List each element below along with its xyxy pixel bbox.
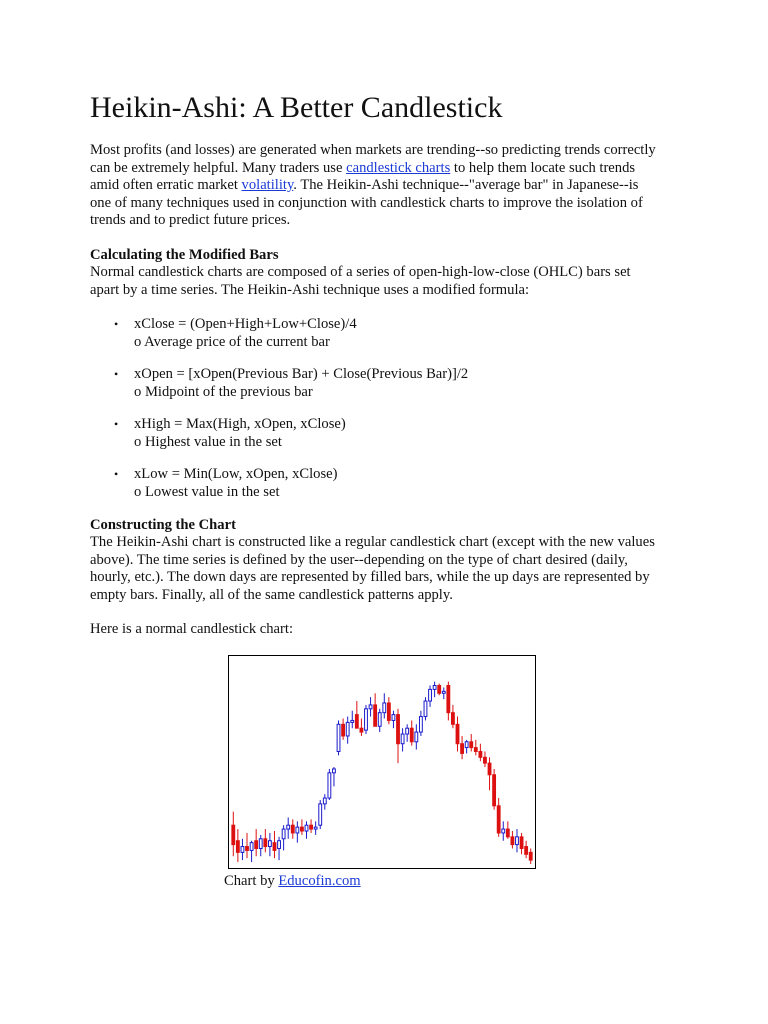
candle-up <box>296 827 299 833</box>
candle-down <box>484 757 487 763</box>
candle-up <box>287 825 290 829</box>
formula-text: xOpen = [xOpen(Previous Bar) + Close(Previous Bar)]/2 <box>134 366 469 382</box>
candle-down <box>236 841 239 853</box>
candle-down <box>310 825 313 829</box>
candle-down <box>525 847 528 855</box>
candle-up <box>346 722 349 736</box>
candle-up <box>401 734 404 744</box>
candle-down <box>273 843 276 851</box>
candle-up <box>314 827 317 829</box>
candle-down <box>479 751 482 757</box>
candle-down <box>232 825 235 844</box>
candle-down <box>355 715 358 729</box>
intro-paragraph <box>90 142 690 230</box>
candle-up <box>305 825 308 831</box>
intro-text: can be extremely helpful. Many traders use <box>90 159 347 176</box>
candle-up <box>378 713 381 727</box>
candle-down <box>387 703 390 720</box>
formula-note: o Midpoint of the previous bar <box>134 383 313 400</box>
candle-up <box>250 843 253 851</box>
candle-up <box>365 709 368 730</box>
candle-down <box>456 724 459 743</box>
intro-text: to help them locate such trends <box>450 159 636 176</box>
intro-line-1: Most profits (and losses) are generated when markets are trending--so predicting trends correctly <box>90 142 656 158</box>
candle-up <box>433 686 436 690</box>
candle-down <box>470 742 473 748</box>
candle-up <box>351 720 354 722</box>
candle-up <box>442 691 445 693</box>
candle-up <box>278 841 281 849</box>
candlestick-chart <box>228 655 536 869</box>
candlestick-charts-link[interactable]: candlestick charts <box>346 159 451 176</box>
candle-down <box>438 686 441 694</box>
candle-up <box>465 742 468 748</box>
candle-down <box>301 827 304 831</box>
candle-up <box>392 715 395 721</box>
candle-down <box>291 825 294 833</box>
candle-up <box>268 841 271 847</box>
candle-down <box>374 705 377 726</box>
formula-text: xHigh = Max(High, xOpen, xClose) <box>134 416 346 432</box>
section2-line-4: empty bars. Finally, all of the same candlestick patterns apply. <box>90 586 453 603</box>
section-heading-modified-bars: Calculating the Modified Bars <box>90 247 279 263</box>
section1-line-1: Normal candlestick charts are composed of a series of open-high-low-close (OHLC) bars set <box>90 264 631 280</box>
formula-note: o Average price of the current bar <box>134 333 330 350</box>
candle-down <box>520 837 523 849</box>
educofin-link[interactable]: Educofin.com <box>278 873 361 889</box>
candle-up <box>319 804 322 825</box>
candlestick-chart-svg <box>229 656 535 868</box>
candle-down <box>474 748 477 752</box>
section2-line-3: hourly, etc.). The down days are represented by filled bars, while the up days are represented by <box>90 569 650 585</box>
volatility-link[interactable]: volatility <box>241 177 294 193</box>
section1-paragraph <box>90 264 690 299</box>
intro-line-4: one of many techniques used in conjunction with candlestick charts to improve the isolation of <box>90 194 643 211</box>
formula-text: xClose = (Open+High+Low+Close)/4 <box>134 316 357 332</box>
chart-intro-text: Here is a normal candlestick chart: <box>90 621 294 637</box>
candle-up <box>282 829 285 839</box>
candle-down <box>360 728 363 732</box>
intro-text: amid often erratic market <box>90 177 242 193</box>
chart-caption <box>224 873 361 891</box>
candle-up <box>369 705 372 709</box>
candle-down <box>264 839 267 847</box>
caption-prefix: Chart by <box>224 873 279 889</box>
bullet-icon: • <box>114 317 119 331</box>
candle-down <box>342 724 345 736</box>
section-heading-constructing-chart: Constructing the Chart <box>90 517 236 533</box>
candle-down <box>506 829 509 837</box>
candle-down <box>447 686 450 713</box>
candle-down <box>511 837 514 845</box>
candle-down <box>246 847 249 851</box>
bullet-icon: • <box>114 417 119 431</box>
candle-up <box>333 769 336 773</box>
candle-down <box>461 744 464 754</box>
section1-line-2: apart by a time series. The Heikin-Ashi technique uses a modified formula: <box>90 281 530 298</box>
candle-down <box>397 715 400 744</box>
intro-line-3 <box>90 177 690 195</box>
candle-up <box>516 837 519 845</box>
candle-up <box>502 829 505 833</box>
candle-down <box>493 775 496 806</box>
candle-down <box>255 841 258 849</box>
candle-down <box>452 713 455 725</box>
section2-line-1: The Heikin-Ashi chart is constructed like a regular candlestick chart (except with the new values <box>90 534 655 550</box>
intro-line-5: trends and to predict future prices. <box>90 212 291 228</box>
formula-text: xLow = Min(Low, xOpen, xClose) <box>134 466 338 482</box>
candle-up <box>415 732 418 742</box>
bullet-icon: • <box>114 467 119 481</box>
candle-up <box>337 724 340 751</box>
section2-line-2: above). The time series is defined by the user--depending on the type of chart desired (daily, <box>90 551 628 568</box>
formula-note: o Lowest value in the set <box>134 483 280 500</box>
candle-up <box>328 773 331 798</box>
intro-line-2 <box>90 160 690 178</box>
candle-up <box>259 839 262 849</box>
candle-up <box>323 798 326 804</box>
candle-up <box>419 717 422 733</box>
candle-up <box>429 689 432 701</box>
candle-down <box>497 806 500 833</box>
candle-up <box>406 728 409 734</box>
intro-text: . The Heikin-Ashi technique--"average bar" in Japanese--is <box>293 177 639 193</box>
candle-down <box>488 763 491 775</box>
section2-paragraph <box>90 534 690 604</box>
page-title: Heikin-Ashi: A Better Candlestick <box>90 91 503 124</box>
candle-up <box>424 701 427 717</box>
formula-note: o Highest value in the set <box>134 433 282 450</box>
candle-down <box>410 728 413 742</box>
candle-up <box>383 703 386 713</box>
candle-down <box>529 852 532 860</box>
bullet-icon: • <box>114 367 119 381</box>
candle-up <box>241 847 244 853</box>
